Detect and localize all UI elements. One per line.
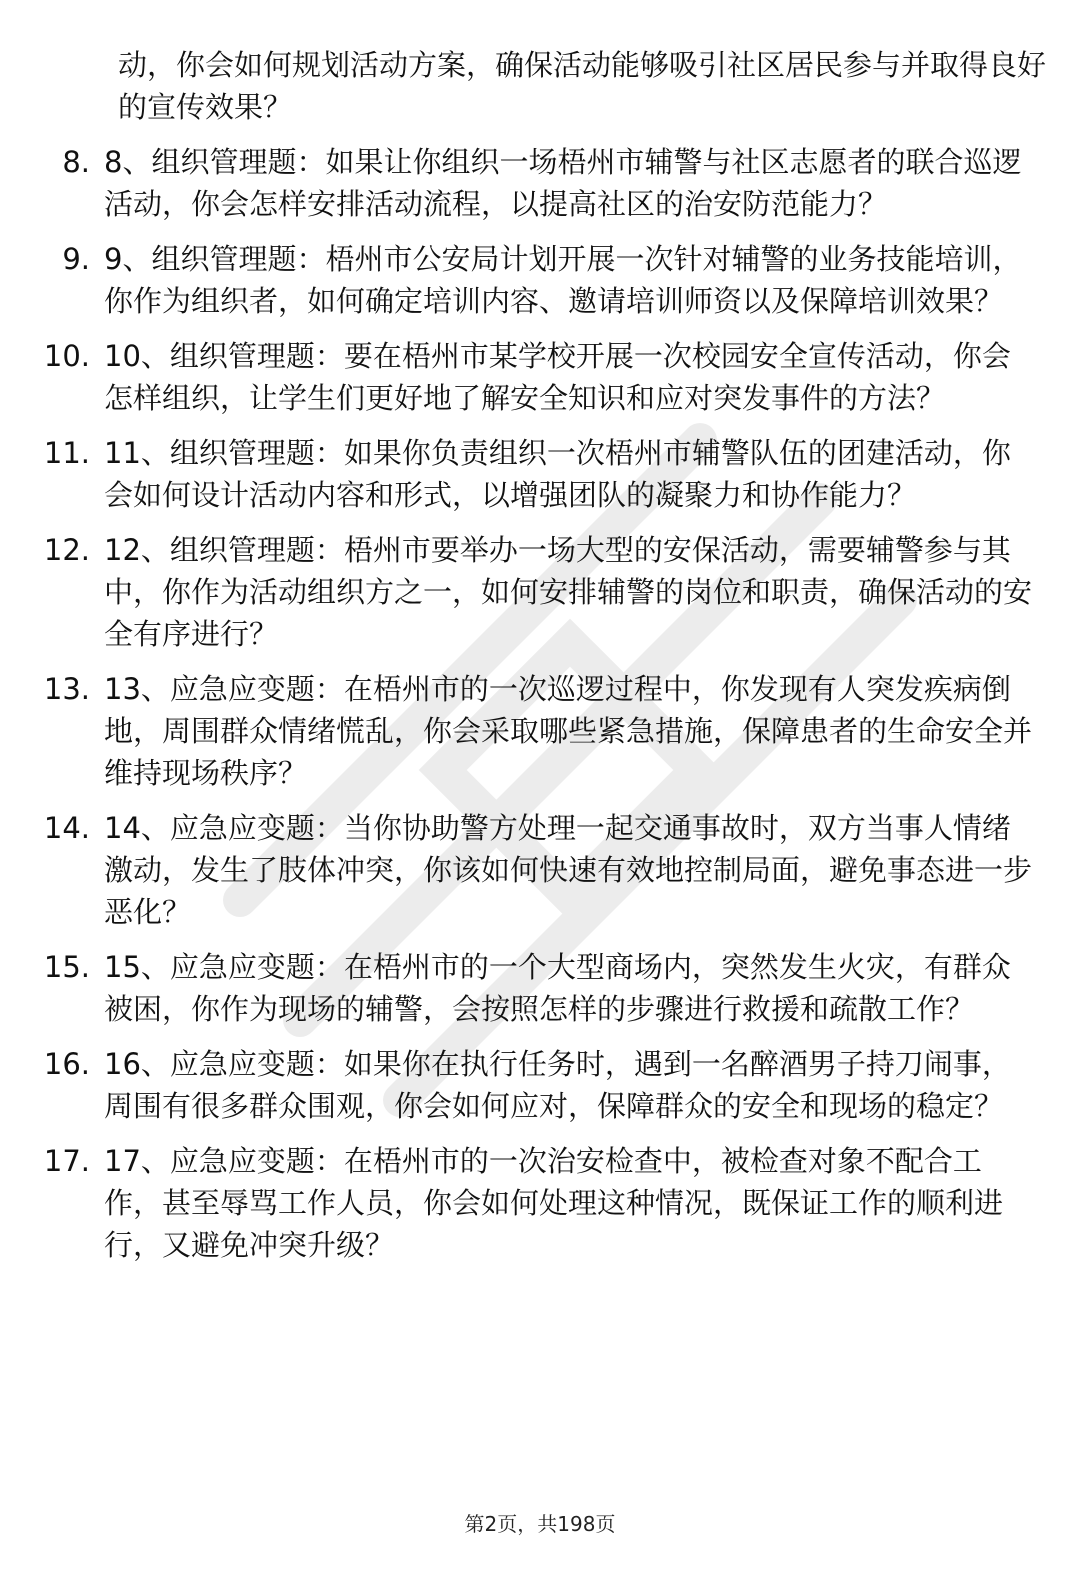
question-item-8 bbox=[0, 141, 1080, 225]
question-item-14 bbox=[0, 807, 1080, 933]
page-footer: 第2页，共198页 bbox=[464, 1512, 616, 1536]
question-number: 11. bbox=[43, 436, 90, 470]
question-item-16 bbox=[0, 1043, 1080, 1127]
question-text: 9、组织管理题：梧州市公安局计划开展一次针对辅警的业务技能培训，你作为组织者，如何确定培训内容、邀请培训师资以及保障培训效果？ bbox=[104, 242, 1022, 318]
question-text: 11、组织管理题：如果你负责组织一次梧州市辅警队伍的团建活动，你会如何设计活动内容和形式，以增强团队的凝聚力和协作能力？ bbox=[104, 436, 1011, 512]
question-item-9 bbox=[0, 238, 1080, 322]
question-number: 12. bbox=[43, 533, 90, 567]
question-text: 15、应急应变题：在梧州市的一个大型商场内，突然发生火灾，有群众被困，你作为现场的辅警，会按照怎样的步骤进行救援和疏散工作？ bbox=[104, 950, 1011, 1026]
question-text: 8、组织管理题：如果让你组织一场梧州市辅警与社区志愿者的联合巡逻活动，你会怎样安排活动流程，以提高社区的治安防范能力？ bbox=[104, 145, 1022, 221]
question-item-15 bbox=[0, 946, 1080, 1030]
question-list bbox=[0, 141, 1080, 1279]
question-item-13 bbox=[0, 668, 1080, 794]
question-item-12 bbox=[0, 529, 1080, 655]
question-text: 16、应急应变题：如果你在执行任务时，遇到一名醉酒男子持刀闹事，周围有很多群众围观，你会如何应对，保障群众的安全和现场的稳定？ bbox=[104, 1047, 1011, 1123]
question-number: 10. bbox=[43, 339, 90, 373]
continuation-text: 动，你会如何规划活动方案，确保活动能够吸引社区居民参与并取得良好的宣传效果？ bbox=[118, 48, 1047, 124]
question-item-11 bbox=[0, 432, 1080, 516]
question-number: 16. bbox=[43, 1047, 90, 1081]
question-text: 10、组织管理题：要在梧州市某学校开展一次校园安全宣传活动，你会怎样组织，让学生们更好地了解安全知识和应对突发事件的方法？ bbox=[104, 339, 1011, 415]
question-number: 15. bbox=[43, 950, 90, 984]
question-item-17 bbox=[0, 1140, 1080, 1266]
question-text: 14、应急应变题：当你协助警方处理一起交通事故时，双方当事人情绪激动，发生了肢体冲突，你该如何快速有效地控制局面，避免事态进一步恶化？ bbox=[104, 811, 1033, 929]
question-text: 13、应急应变题：在梧州市的一次巡逻过程中，你发现有人突发疾病倒地，周围群众情绪慌乱，你会采取哪些紧急措施，保障患者的生命安全并维持现场秩序？ bbox=[104, 672, 1033, 790]
question-number: 17. bbox=[43, 1144, 90, 1178]
question-number: 14. bbox=[43, 811, 90, 845]
question-item-10 bbox=[0, 335, 1080, 419]
question-text: 17、应急应变题：在梧州市的一次治安检查中，被检查对象不配合工作，甚至辱骂工作人员，你会如何处理这种情况，既保证工作的顺利进行，又避免冲突升级？ bbox=[104, 1144, 1004, 1262]
question-number: 13. bbox=[43, 672, 90, 706]
question-number: 8. bbox=[62, 145, 90, 179]
question-number: 9. bbox=[62, 242, 90, 276]
question-text: 12、组织管理题：梧州市要举办一场大型的安保活动，需要辅警参与其中，你作为活动组织方之一，如何安排辅警的岗位和职责，确保活动的安全有序进行？ bbox=[104, 533, 1033, 651]
